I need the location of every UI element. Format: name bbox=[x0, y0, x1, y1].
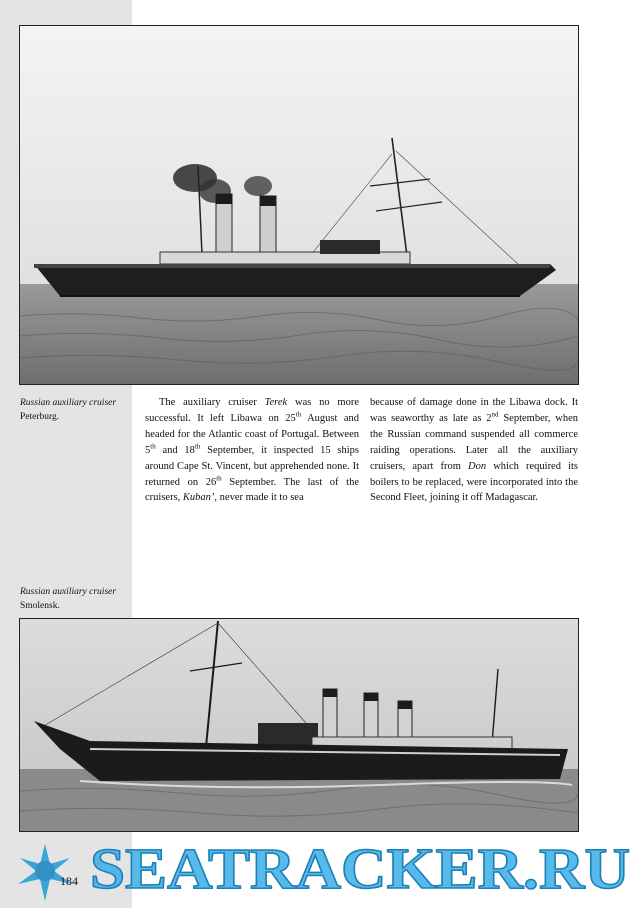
ship-name-don: Don bbox=[468, 460, 487, 472]
smolensk-ship-illustration bbox=[20, 619, 578, 831]
text-run: which required its boilers to be replaced, were incorporated into the Second Fleet, joining it off Madagascar. bbox=[370, 460, 578, 504]
text-run: September. The last of the cruisers, bbox=[145, 476, 359, 504]
text-run: because of damage done in the Libawa dock. It was seaworthy as late as 2 bbox=[370, 397, 578, 424]
text-run: The auxiliary cruiser bbox=[159, 397, 265, 408]
ordinal-suffix: th bbox=[295, 410, 302, 419]
peterburg-ship-illustration bbox=[20, 26, 578, 384]
ship-name-terek: Terek bbox=[264, 397, 288, 408]
caption-ship-name: Peterburg. bbox=[20, 412, 60, 422]
caption-ship-name: Smolensk. bbox=[20, 601, 60, 611]
caption-label: Russian auxiliary cruiser bbox=[20, 398, 117, 408]
text-run: and 18 bbox=[155, 444, 195, 456]
caption-peterburg bbox=[20, 396, 116, 424]
text-run: August and headed for the Atlantic coast of Portugal. Between 5 bbox=[145, 412, 359, 456]
ship-name-kuban: Kuban’ bbox=[182, 492, 215, 504]
text-run: September, it inspected 15 ships around Cape St. Vincent, but apprehended none. It returned on 26 bbox=[145, 444, 359, 488]
ordinal-suffix: th bbox=[150, 442, 156, 451]
text-column-left bbox=[145, 395, 359, 506]
text-run: September, when the Russian command suspended all commerce raiding operations. Later all the auxiliary cruisers, apart from bbox=[370, 412, 578, 472]
text-column-right bbox=[370, 395, 578, 506]
page-number: 184 bbox=[60, 874, 78, 888]
seatracker-watermark bbox=[0, 826, 638, 906]
watermark-text: SEATRACKER.RU bbox=[90, 836, 630, 901]
text-run: , never made it to sea bbox=[214, 492, 304, 504]
ordinal-suffix: th bbox=[194, 442, 201, 451]
text-run: was no more successful. It left Libawa on 25 bbox=[145, 397, 359, 424]
ordinal-suffix: nd bbox=[491, 410, 499, 419]
compass-star-icon bbox=[18, 844, 72, 901]
photo-smolensk bbox=[19, 618, 579, 832]
ordinal-suffix: th bbox=[216, 474, 222, 483]
caption-smolensk bbox=[20, 585, 116, 613]
caption-label: Russian auxiliary cruiser bbox=[20, 587, 117, 597]
photo-peterburg bbox=[19, 25, 579, 385]
